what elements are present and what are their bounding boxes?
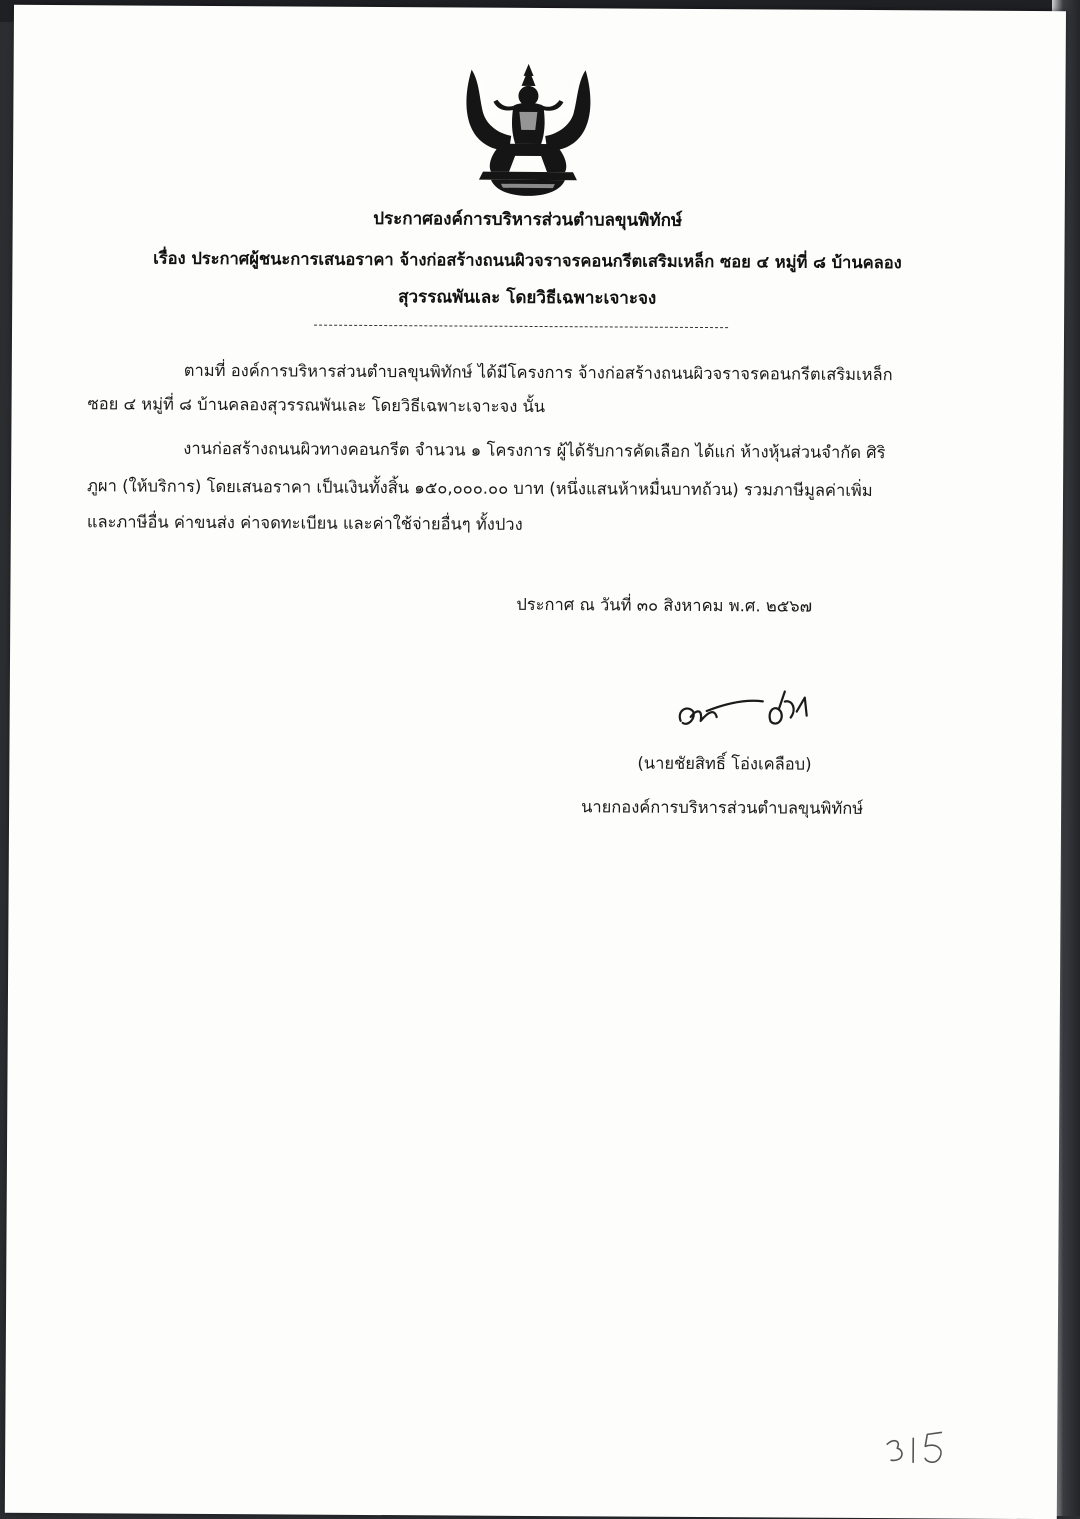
paragraph2-line3: และภาษีอื่น ค่าขนส่ง ค่าจดทะเบียน และค่าใช้จ่ายอื่นๆ ทั้งปวง xyxy=(86,512,523,534)
document-page xyxy=(5,5,1066,1519)
paragraph2-line2: ภูผา (ให้บริการ) โดยเสนอราคา เป็นเงินทั้งสิ้น ๑๕๐,๐๐๐.๐๐ บาท (หนึ่งแสนห้าหมื่นบาทถ้วน) รวมภาษีมูลค่าเพิ่ม xyxy=(87,476,873,501)
paragraph2-line1: งานก่อสร้างถนนผิวทางคอนกรีต จำนวน ๑ โครงการ ผู้ได้รับการคัดเลือก ได้แก่ ห้างหุ้นส่วนจำกัด ศิริ xyxy=(183,438,886,463)
paragraph1-line1: ตามที่ องค์การบริหารส่วนตำบลขุนพิทักษ์ ได้มีโครงการ จ้างก่อสร้างถนนผิวจราจรคอนกรีตเสริมเหล็ก xyxy=(183,360,893,385)
handwritten-page-number xyxy=(879,1424,959,1474)
announcement-heading: ประกาศองค์การบริหารส่วนตำบลขุนพิทักษ์ xyxy=(373,208,683,231)
announcement-subject-line2: สุวรรณพันเละ โดยวิธีเฉพาะเจาะจง xyxy=(398,287,657,309)
paragraph1-line2: ซอย ๔ หมู่ที่ ๘ บ้านคลองสุวรรณพันเละ โดยวิธีเฉพาะเจาะจง นั้น xyxy=(87,394,546,417)
title-divider xyxy=(314,325,728,329)
garuda-emblem-icon xyxy=(461,60,596,201)
handwritten-signature xyxy=(667,681,817,742)
announcement-subject-line1: เรื่อง ประกาศผู้ชนะการเสนอราคา จ้างก่อสร้างถนนผิวจราจรคอนกรีตเสริมเหล็ก ซอย ๔ หมู่ที่ ๘ บ้านคลอง xyxy=(153,248,902,273)
signatory-position: นายกองค์การบริหารส่วนตำบลขุนพิทักษ์ xyxy=(581,797,864,818)
announcement-date: ประกาศ ณ วันที่ ๓๐ สิงหาคม พ.ศ. ๒๕๖๗ xyxy=(516,594,813,616)
signatory-name: (นายชัยสิทธิ์ โอ่งเคลือบ) xyxy=(637,753,812,774)
